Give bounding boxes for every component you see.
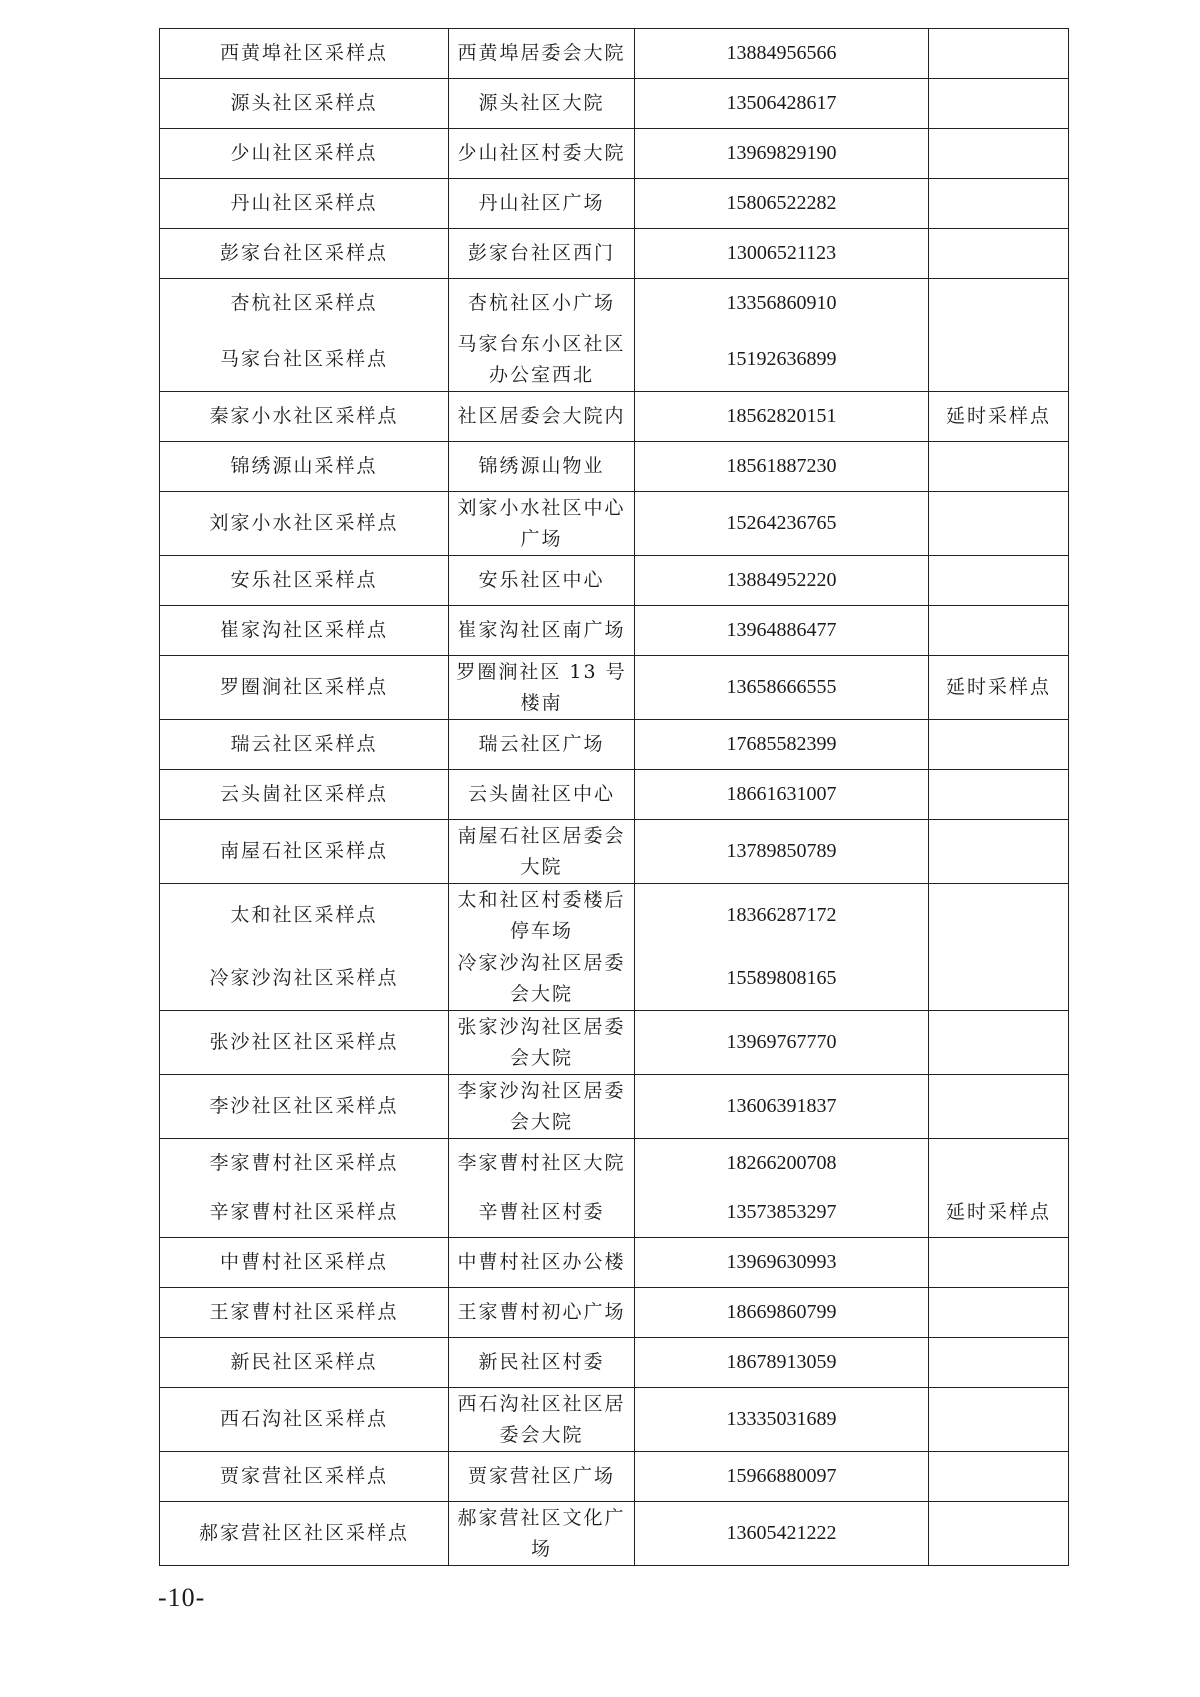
contact-phone: 18661631007 xyxy=(635,770,929,820)
site-location: 王家曹村初心广场 xyxy=(449,1288,635,1338)
site-note xyxy=(929,720,1069,770)
site-location: 马家台东小区社区办公室西北 xyxy=(449,328,635,392)
site-location: 中曹村社区办公楼 xyxy=(449,1238,635,1288)
site-location: 锦绣源山物业 xyxy=(449,442,635,492)
site-name: 秦家小水社区采样点 xyxy=(160,392,449,442)
table-row xyxy=(160,1075,1069,1139)
table-row xyxy=(160,947,1069,1011)
table-row xyxy=(160,328,1069,392)
site-note xyxy=(929,279,1069,329)
site-note: 延时采样点 xyxy=(929,392,1069,442)
site-name: 源头社区采样点 xyxy=(160,79,449,129)
table-row xyxy=(160,1139,1069,1189)
site-name: 李家曹村社区采样点 xyxy=(160,1139,449,1189)
contact-phone: 13969829190 xyxy=(635,129,929,179)
contact-phone: 13605421222 xyxy=(635,1502,929,1566)
site-note xyxy=(929,129,1069,179)
site-note xyxy=(929,492,1069,556)
table-row xyxy=(160,29,1069,79)
contact-phone: 18266200708 xyxy=(635,1139,929,1189)
contact-phone: 13969630993 xyxy=(635,1238,929,1288)
sampling-point-table-container xyxy=(159,28,1068,1566)
table-row xyxy=(160,770,1069,820)
contact-phone: 18562820151 xyxy=(635,392,929,442)
site-location: 安乐社区中心 xyxy=(449,556,635,606)
table-row xyxy=(160,79,1069,129)
site-note xyxy=(929,328,1069,392)
table-row xyxy=(160,820,1069,884)
site-location: 太和社区村委楼后停车场 xyxy=(449,884,635,948)
site-location: 西石沟社区社区居委会大院 xyxy=(449,1388,635,1452)
site-location: 丹山社区广场 xyxy=(449,179,635,229)
site-name: 冷家沙沟社区采样点 xyxy=(160,947,449,1011)
site-name: 王家曹村社区采样点 xyxy=(160,1288,449,1338)
site-location: 李家沙沟社区居委会大院 xyxy=(449,1075,635,1139)
table-row xyxy=(160,1452,1069,1502)
site-name: 崔家沟社区采样点 xyxy=(160,606,449,656)
table-row xyxy=(160,1188,1069,1238)
site-location: 少山社区村委大院 xyxy=(449,129,635,179)
contact-phone: 15264236765 xyxy=(635,492,929,556)
table-row xyxy=(160,1388,1069,1452)
site-name: 彭家台社区采样点 xyxy=(160,229,449,279)
contact-phone: 13506428617 xyxy=(635,79,929,129)
contact-phone: 13658666555 xyxy=(635,656,929,720)
contact-phone: 18669860799 xyxy=(635,1288,929,1338)
contact-phone: 17685582399 xyxy=(635,720,929,770)
site-note xyxy=(929,770,1069,820)
table-row xyxy=(160,179,1069,229)
contact-phone: 15192636899 xyxy=(635,328,929,392)
table-row xyxy=(160,442,1069,492)
site-note xyxy=(929,1011,1069,1075)
table-row xyxy=(160,229,1069,279)
site-location: 瑞云社区广场 xyxy=(449,720,635,770)
site-note xyxy=(929,1288,1069,1338)
site-note xyxy=(929,1238,1069,1288)
site-note xyxy=(929,229,1069,279)
site-location: 杏杭社区小广场 xyxy=(449,279,635,329)
site-location: 张家沙沟社区居委会大院 xyxy=(449,1011,635,1075)
contact-phone: 13884956566 xyxy=(635,29,929,79)
site-name: 马家台社区采样点 xyxy=(160,328,449,392)
site-note xyxy=(929,79,1069,129)
site-note: 延时采样点 xyxy=(929,656,1069,720)
contact-phone: 13356860910 xyxy=(635,279,929,329)
table-row xyxy=(160,392,1069,442)
site-note xyxy=(929,1139,1069,1189)
site-name: 云头崮社区采样点 xyxy=(160,770,449,820)
site-location: 社区居委会大院内 xyxy=(449,392,635,442)
contact-phone: 18678913059 xyxy=(635,1338,929,1388)
site-note xyxy=(929,884,1069,948)
site-name: 丹山社区采样点 xyxy=(160,179,449,229)
site-name: 安乐社区采样点 xyxy=(160,556,449,606)
site-name: 贾家营社区采样点 xyxy=(160,1452,449,1502)
site-note xyxy=(929,1452,1069,1502)
site-name: 中曹村社区采样点 xyxy=(160,1238,449,1288)
site-note xyxy=(929,947,1069,1011)
site-note xyxy=(929,606,1069,656)
site-name: 刘家小水社区采样点 xyxy=(160,492,449,556)
site-name: 锦绣源山采样点 xyxy=(160,442,449,492)
table-row xyxy=(160,720,1069,770)
contact-phone: 13006521123 xyxy=(635,229,929,279)
table-row xyxy=(160,1011,1069,1075)
site-name: 罗圈涧社区采样点 xyxy=(160,656,449,720)
table-row xyxy=(160,1338,1069,1388)
table-row xyxy=(160,656,1069,720)
site-location: 罗圈涧社区 13 号楼南 xyxy=(449,656,635,720)
contact-phone: 15589808165 xyxy=(635,947,929,1011)
contact-phone: 13606391837 xyxy=(635,1075,929,1139)
contact-phone: 13335031689 xyxy=(635,1388,929,1452)
site-name: 辛家曹村社区采样点 xyxy=(160,1188,449,1238)
table-row xyxy=(160,279,1069,329)
page-number: -10- xyxy=(158,1583,206,1612)
site-location: 刘家小水社区中心广场 xyxy=(449,492,635,556)
site-location: 彭家台社区西门 xyxy=(449,229,635,279)
site-name: 瑞云社区采样点 xyxy=(160,720,449,770)
site-note: 延时采样点 xyxy=(929,1188,1069,1238)
table-row xyxy=(160,129,1069,179)
table-row xyxy=(160,1502,1069,1566)
site-note xyxy=(929,820,1069,884)
site-location: 郝家营社区文化广场 xyxy=(449,1502,635,1566)
site-name: 西石沟社区采样点 xyxy=(160,1388,449,1452)
site-location: 云头崮社区中心 xyxy=(449,770,635,820)
table-row xyxy=(160,884,1069,948)
contact-phone: 13789850789 xyxy=(635,820,929,884)
table-row xyxy=(160,1288,1069,1338)
contact-phone: 13964886477 xyxy=(635,606,929,656)
site-location: 贾家营社区广场 xyxy=(449,1452,635,1502)
contact-phone: 13969767770 xyxy=(635,1011,929,1075)
site-location: 辛曹社区村委 xyxy=(449,1188,635,1238)
contact-phone: 18561887230 xyxy=(635,442,929,492)
site-name: 少山社区采样点 xyxy=(160,129,449,179)
site-location: 源头社区大院 xyxy=(449,79,635,129)
contact-phone: 15966880097 xyxy=(635,1452,929,1502)
contact-phone: 18366287172 xyxy=(635,884,929,948)
site-location: 李家曹村社区大院 xyxy=(449,1139,635,1189)
site-location: 南屋石社区居委会大院 xyxy=(449,820,635,884)
table-row xyxy=(160,556,1069,606)
site-location: 新民社区村委 xyxy=(449,1338,635,1388)
site-note xyxy=(929,1075,1069,1139)
table-row xyxy=(160,1238,1069,1288)
site-note xyxy=(929,1338,1069,1388)
site-location: 西黄埠居委会大院 xyxy=(449,29,635,79)
sampling-point-table xyxy=(159,28,1069,1566)
site-note xyxy=(929,29,1069,79)
table-row xyxy=(160,492,1069,556)
site-name: 郝家营社区社区采样点 xyxy=(160,1502,449,1566)
site-note xyxy=(929,1388,1069,1452)
site-name: 太和社区采样点 xyxy=(160,884,449,948)
contact-phone: 13884952220 xyxy=(635,556,929,606)
site-name: 南屋石社区采样点 xyxy=(160,820,449,884)
site-note xyxy=(929,556,1069,606)
site-note xyxy=(929,179,1069,229)
site-name: 张沙社区社区采样点 xyxy=(160,1011,449,1075)
site-location: 崔家沟社区南广场 xyxy=(449,606,635,656)
site-name: 新民社区采样点 xyxy=(160,1338,449,1388)
contact-phone: 15806522282 xyxy=(635,179,929,229)
site-name: 杏杭社区采样点 xyxy=(160,279,449,329)
site-location: 冷家沙沟社区居委会大院 xyxy=(449,947,635,1011)
site-note xyxy=(929,442,1069,492)
table-row xyxy=(160,606,1069,656)
site-name: 西黄埠社区采样点 xyxy=(160,29,449,79)
site-note xyxy=(929,1502,1069,1566)
contact-phone: 13573853297 xyxy=(635,1188,929,1238)
site-name: 李沙社区社区采样点 xyxy=(160,1075,449,1139)
